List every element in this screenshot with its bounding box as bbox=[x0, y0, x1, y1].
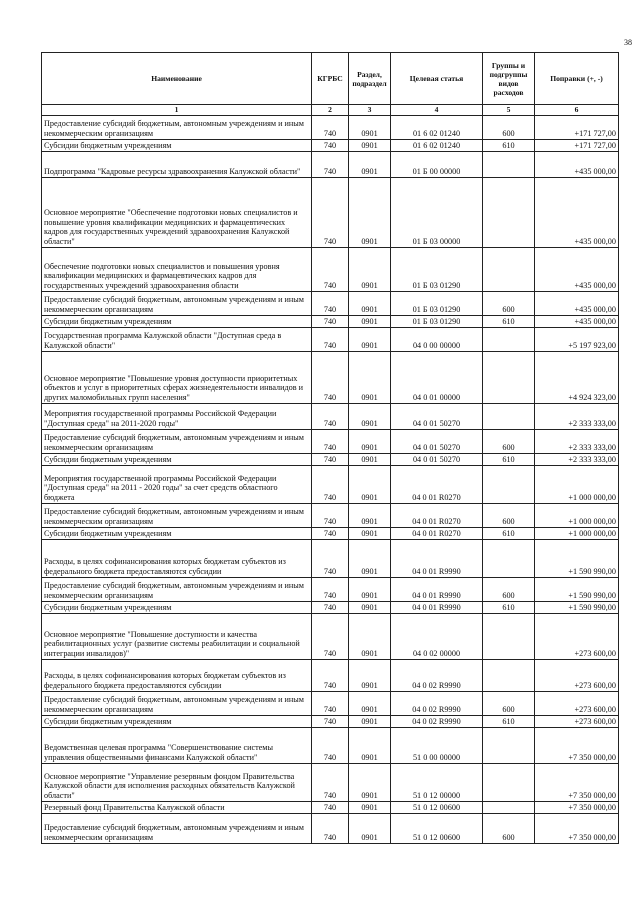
table-row bbox=[42, 659, 619, 691]
cell-target: 04 0 01 R9990 bbox=[391, 539, 483, 577]
cell-kgrbs: 740 bbox=[312, 327, 349, 351]
cell-name: Расходы, в целях софинансирования которых бюджетам субъектов из федерального бюджета предоставляются субсидии bbox=[42, 659, 312, 691]
cell-group bbox=[483, 403, 535, 429]
cell-kgrbs: 740 bbox=[312, 659, 349, 691]
cell-amount: +171 727,00 bbox=[535, 115, 619, 139]
column-number: 5 bbox=[483, 105, 535, 116]
cell-amount: +1 000 000,00 bbox=[535, 527, 619, 539]
cell-group: 610 bbox=[483, 139, 535, 151]
cell-section: 0901 bbox=[349, 453, 391, 465]
cell-kgrbs: 740 bbox=[312, 291, 349, 315]
table-row bbox=[42, 403, 619, 429]
cell-name: Предоставление субсидий бюджетным, автономным учреждениям и иным некоммерческим организациям bbox=[42, 503, 312, 527]
cell-kgrbs: 740 bbox=[312, 151, 349, 177]
cell-target: 04 0 01 00000 bbox=[391, 351, 483, 403]
cell-section: 0901 bbox=[349, 115, 391, 139]
table-row bbox=[42, 327, 619, 351]
cell-kgrbs: 740 bbox=[312, 801, 349, 813]
cell-name: Предоставление субсидий бюджетным, автономным учреждениям и иным некоммерческим организациям bbox=[42, 813, 312, 843]
table-row bbox=[42, 115, 619, 139]
table-row bbox=[42, 527, 619, 539]
cell-section: 0901 bbox=[349, 813, 391, 843]
cell-target: 04 0 01 50270 bbox=[391, 453, 483, 465]
cell-section: 0901 bbox=[349, 763, 391, 801]
cell-target: 04 0 01 R9990 bbox=[391, 577, 483, 601]
cell-name: Основное мероприятие "Повышение доступности и качества реабилитационных услуг (развитие системы реабилитации и социальной интеграции инвалидов)" bbox=[42, 613, 312, 659]
cell-target: 01 Б 03 01290 bbox=[391, 247, 483, 291]
cell-target: 01 6 02 01240 bbox=[391, 115, 483, 139]
cell-group bbox=[483, 613, 535, 659]
cell-group bbox=[483, 327, 535, 351]
cell-name: Резервный фонд Правительства Калужской области bbox=[42, 801, 312, 813]
cell-name: Основное мероприятие "Обеспечение подготовки новых специалистов и повышение уровня квалификации медицинских и фармацевтических кадров для государственных учреждений здравоохранения Калужской области" bbox=[42, 177, 312, 247]
cell-kgrbs: 740 bbox=[312, 601, 349, 613]
cell-section: 0901 bbox=[349, 715, 391, 727]
cell-group: 600 bbox=[483, 429, 535, 453]
column-number: 3 bbox=[349, 105, 391, 116]
cell-amount: +435 000,00 bbox=[535, 315, 619, 327]
cell-name: Субсидии бюджетным учреждениям bbox=[42, 715, 312, 727]
cell-target: 04 0 01 50270 bbox=[391, 429, 483, 453]
cell-group: 610 bbox=[483, 527, 535, 539]
cell-amount: +435 000,00 bbox=[535, 247, 619, 291]
cell-name: Предоставление субсидий бюджетным, автономным учреждениям и иным некоммерческим организациям bbox=[42, 291, 312, 315]
header-row bbox=[42, 53, 619, 105]
cell-target: 04 0 00 00000 bbox=[391, 327, 483, 351]
cell-amount: +273 600,00 bbox=[535, 715, 619, 727]
column-number: 2 bbox=[312, 105, 349, 116]
cell-name: Расходы, в целях софинансирования которых бюджетам субъектов из федерального бюджета предоставляются субсидии bbox=[42, 539, 312, 577]
cell-amount: +273 600,00 bbox=[535, 613, 619, 659]
cell-kgrbs: 740 bbox=[312, 727, 349, 763]
cell-section: 0901 bbox=[349, 151, 391, 177]
table-row bbox=[42, 601, 619, 613]
cell-amount: +2 333 333,00 bbox=[535, 453, 619, 465]
table-row bbox=[42, 727, 619, 763]
cell-section: 0901 bbox=[349, 691, 391, 715]
cell-amount: +7 350 000,00 bbox=[535, 813, 619, 843]
cell-kgrbs: 740 bbox=[312, 813, 349, 843]
cell-amount: +1 590 990,00 bbox=[535, 601, 619, 613]
cell-target: 01 Б 03 01290 bbox=[391, 291, 483, 315]
cell-target: 04 0 01 R0270 bbox=[391, 527, 483, 539]
cell-amount: +7 350 000,00 bbox=[535, 727, 619, 763]
header-amendments: Поправки (+, -) bbox=[535, 53, 619, 105]
cell-section: 0901 bbox=[349, 315, 391, 327]
cell-section: 0901 bbox=[349, 177, 391, 247]
cell-name: Основное мероприятие "Управление резервным фондом Правительства Калужской области для исполнения расходных обязательств Калужской области" bbox=[42, 763, 312, 801]
cell-kgrbs: 740 bbox=[312, 315, 349, 327]
cell-kgrbs: 740 bbox=[312, 691, 349, 715]
table-row bbox=[42, 429, 619, 453]
cell-section: 0901 bbox=[349, 503, 391, 527]
cell-target: 04 0 01 R9990 bbox=[391, 601, 483, 613]
table-row bbox=[42, 139, 619, 151]
column-number-row bbox=[42, 105, 619, 116]
cell-target: 51 0 12 00600 bbox=[391, 813, 483, 843]
cell-kgrbs: 740 bbox=[312, 503, 349, 527]
cell-amount: +435 000,00 bbox=[535, 291, 619, 315]
cell-kgrbs: 740 bbox=[312, 465, 349, 503]
cell-section: 0901 bbox=[349, 801, 391, 813]
header-target: Целевая статья bbox=[391, 53, 483, 105]
cell-kgrbs: 740 bbox=[312, 613, 349, 659]
cell-group bbox=[483, 659, 535, 691]
cell-amount: +171 727,00 bbox=[535, 139, 619, 151]
cell-section: 0901 bbox=[349, 403, 391, 429]
cell-target: 01 Б 03 01290 bbox=[391, 315, 483, 327]
cell-group bbox=[483, 801, 535, 813]
cell-name: Предоставление субсидий бюджетным, автономным учреждениям и иным некоммерческим организациям bbox=[42, 691, 312, 715]
cell-section: 0901 bbox=[349, 727, 391, 763]
cell-kgrbs: 740 bbox=[312, 715, 349, 727]
cell-section: 0901 bbox=[349, 327, 391, 351]
page-number: 38 bbox=[624, 38, 632, 47]
cell-name: Субсидии бюджетным учреждениям bbox=[42, 601, 312, 613]
cell-group bbox=[483, 177, 535, 247]
cell-kgrbs: 740 bbox=[312, 429, 349, 453]
column-number: 4 bbox=[391, 105, 483, 116]
table-row bbox=[42, 613, 619, 659]
cell-target: 04 0 01 50270 bbox=[391, 403, 483, 429]
cell-section: 0901 bbox=[349, 351, 391, 403]
header-section: Раздел, подраздел bbox=[349, 53, 391, 105]
cell-amount: +1 590 990,00 bbox=[535, 539, 619, 577]
cell-name: Предоставление субсидий бюджетным, автономным учреждениям и иным некоммерческим организациям bbox=[42, 577, 312, 601]
cell-section: 0901 bbox=[349, 577, 391, 601]
cell-section: 0901 bbox=[349, 139, 391, 151]
table-row bbox=[42, 351, 619, 403]
column-number: 6 bbox=[535, 105, 619, 116]
cell-target: 51 0 00 00000 bbox=[391, 727, 483, 763]
cell-name: Обеспечение подготовки новых специалистов и повышения уровня квалификации медицинских и фармацевтических кадров для государственных учреждений здравоохранения области bbox=[42, 247, 312, 291]
cell-group bbox=[483, 351, 535, 403]
cell-amount: +5 197 923,00 bbox=[535, 327, 619, 351]
cell-group: 600 bbox=[483, 115, 535, 139]
header-groups: Группы и подгруппы видов расходов bbox=[483, 53, 535, 105]
amendments-table bbox=[41, 52, 619, 844]
cell-kgrbs: 740 bbox=[312, 527, 349, 539]
header-kgrbs: КГРБС bbox=[312, 53, 349, 105]
cell-group: 600 bbox=[483, 577, 535, 601]
cell-kgrbs: 740 bbox=[312, 453, 349, 465]
table-row bbox=[42, 315, 619, 327]
cell-group bbox=[483, 539, 535, 577]
table-row bbox=[42, 813, 619, 843]
cell-section: 0901 bbox=[349, 613, 391, 659]
cell-kgrbs: 740 bbox=[312, 247, 349, 291]
cell-group: 610 bbox=[483, 315, 535, 327]
table-row bbox=[42, 503, 619, 527]
cell-kgrbs: 740 bbox=[312, 115, 349, 139]
cell-target: 04 0 02 R9990 bbox=[391, 659, 483, 691]
cell-target: 51 0 12 00000 bbox=[391, 763, 483, 801]
cell-amount: +273 600,00 bbox=[535, 659, 619, 691]
cell-target: 04 0 01 R0270 bbox=[391, 503, 483, 527]
cell-section: 0901 bbox=[349, 465, 391, 503]
table-row bbox=[42, 801, 619, 813]
cell-kgrbs: 740 bbox=[312, 577, 349, 601]
cell-amount: +2 333 333,00 bbox=[535, 403, 619, 429]
cell-target: 01 Б 03 00000 bbox=[391, 177, 483, 247]
cell-group: 600 bbox=[483, 503, 535, 527]
table-row bbox=[42, 763, 619, 801]
cell-kgrbs: 740 bbox=[312, 177, 349, 247]
cell-group bbox=[483, 151, 535, 177]
cell-amount: +7 350 000,00 bbox=[535, 763, 619, 801]
cell-kgrbs: 740 bbox=[312, 351, 349, 403]
cell-target: 04 0 01 R0270 bbox=[391, 465, 483, 503]
cell-amount: +273 600,00 bbox=[535, 691, 619, 715]
cell-section: 0901 bbox=[349, 659, 391, 691]
cell-kgrbs: 740 bbox=[312, 139, 349, 151]
cell-amount: +435 000,00 bbox=[535, 177, 619, 247]
cell-amount: +1 590 990,00 bbox=[535, 577, 619, 601]
cell-target: 51 0 12 00600 bbox=[391, 801, 483, 813]
table-row bbox=[42, 151, 619, 177]
table-row bbox=[42, 177, 619, 247]
cell-name: Основное мероприятие "Повышение уровня доступности приоритетных объектов и услуг в приоритетных сферах жизнедеятельности инвалидов и других маломобильных групп населения" bbox=[42, 351, 312, 403]
cell-name: Субсидии бюджетным учреждениям bbox=[42, 315, 312, 327]
table-row bbox=[42, 539, 619, 577]
header-name: Наименование bbox=[42, 53, 312, 105]
cell-amount: +1 000 000,00 bbox=[535, 503, 619, 527]
cell-group: 610 bbox=[483, 453, 535, 465]
cell-name: Предоставление субсидий бюджетным, автономным учреждениям и иным некоммерческим организациям bbox=[42, 429, 312, 453]
cell-amount: +1 000 000,00 bbox=[535, 465, 619, 503]
cell-group: 610 bbox=[483, 715, 535, 727]
table-row bbox=[42, 691, 619, 715]
cell-target: 04 0 02 R9990 bbox=[391, 715, 483, 727]
cell-target: 01 Б 00 00000 bbox=[391, 151, 483, 177]
cell-section: 0901 bbox=[349, 539, 391, 577]
cell-name: Субсидии бюджетным учреждениям bbox=[42, 453, 312, 465]
cell-group: 600 bbox=[483, 291, 535, 315]
cell-group bbox=[483, 763, 535, 801]
cell-name: Мероприятия государственной программы Российской Федерации "Доступная среда" на 2011-2020 годы" bbox=[42, 403, 312, 429]
cell-amount: +2 333 333,00 bbox=[535, 429, 619, 453]
table-body bbox=[42, 115, 619, 843]
cell-amount: +435 000,00 bbox=[535, 151, 619, 177]
cell-section: 0901 bbox=[349, 429, 391, 453]
cell-group: 600 bbox=[483, 813, 535, 843]
cell-group: 610 bbox=[483, 601, 535, 613]
cell-target: 04 0 02 R9990 bbox=[391, 691, 483, 715]
cell-name: Ведомственная целевая программа "Совершенствование системы управления общественными финансами Калужской области" bbox=[42, 727, 312, 763]
cell-name: Подпрограмма "Кадровые ресурсы здравоохранения Калужской области" bbox=[42, 151, 312, 177]
cell-name: Субсидии бюджетным учреждениям bbox=[42, 527, 312, 539]
cell-name: Субсидии бюджетным учреждениям bbox=[42, 139, 312, 151]
cell-name: Предоставление субсидий бюджетным, автономным учреждениям и иным некоммерческим организациям bbox=[42, 115, 312, 139]
cell-group bbox=[483, 247, 535, 291]
cell-amount: +4 924 323,00 bbox=[535, 351, 619, 403]
cell-target: 04 0 02 00000 bbox=[391, 613, 483, 659]
table-row bbox=[42, 453, 619, 465]
cell-name: Государственная программа Калужской области "Доступная среда в Калужской области" bbox=[42, 327, 312, 351]
cell-amount: +7 350 000,00 bbox=[535, 801, 619, 813]
cell-kgrbs: 740 bbox=[312, 403, 349, 429]
table-row bbox=[42, 465, 619, 503]
cell-group bbox=[483, 465, 535, 503]
cell-group bbox=[483, 727, 535, 763]
table-row bbox=[42, 577, 619, 601]
cell-section: 0901 bbox=[349, 527, 391, 539]
cell-kgrbs: 740 bbox=[312, 763, 349, 801]
table-row bbox=[42, 715, 619, 727]
cell-section: 0901 bbox=[349, 601, 391, 613]
cell-kgrbs: 740 bbox=[312, 539, 349, 577]
cell-group: 600 bbox=[483, 691, 535, 715]
cell-name: Мероприятия государственной программы Российской Федерации "Доступная среда" на 2011 - 2020 годы" за счет средств областного бюджета bbox=[42, 465, 312, 503]
column-number: 1 bbox=[42, 105, 312, 116]
cell-section: 0901 bbox=[349, 247, 391, 291]
cell-section: 0901 bbox=[349, 291, 391, 315]
table-row bbox=[42, 291, 619, 315]
table-row bbox=[42, 247, 619, 291]
cell-target: 01 6 02 01240 bbox=[391, 139, 483, 151]
